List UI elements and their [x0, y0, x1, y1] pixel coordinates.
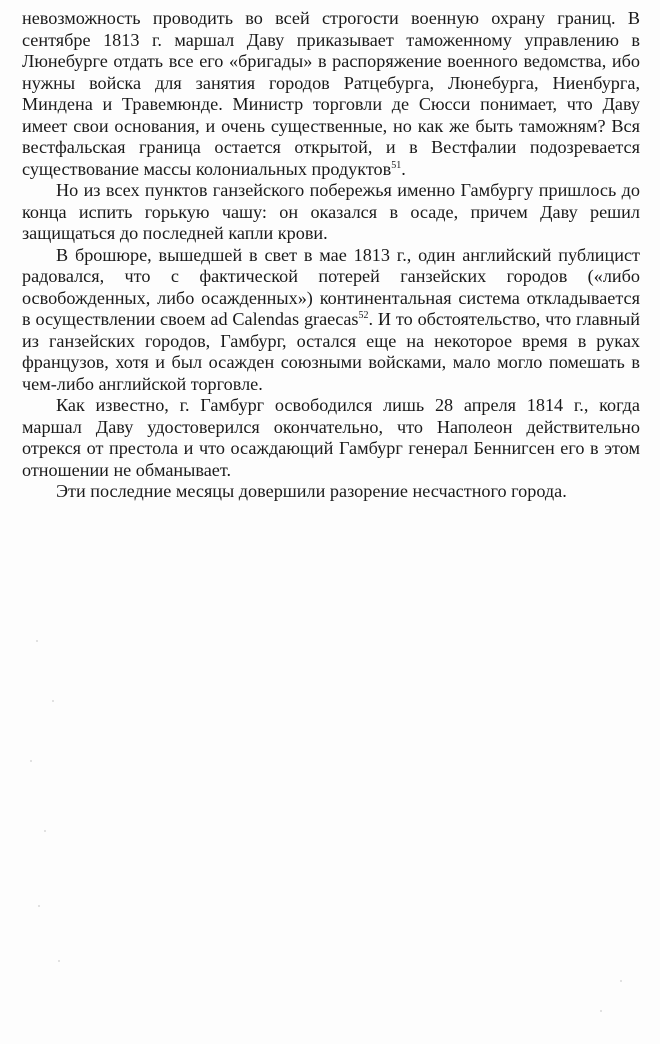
paragraph-text-end: . — [401, 158, 406, 179]
scan-speck — [38, 905, 40, 907]
paragraph-text: Но из всех пунктов ганзейского побережья именно Гамбургу пришлось до конца испить горькую чашу: он оказался в осаде, причем Даву решил защищаться до последней капли крови. — [22, 180, 640, 243]
paragraph-hamburg-siege — [22, 180, 640, 245]
paragraph-final — [22, 481, 640, 503]
paragraph-text: Как известно, г. Гамбург освободился лишь 28 апреля 1814 г., когда маршал Даву удостоверился окончательно, что Наполеон действительно отрекся от престола и что осаждающий Гамбург генерал Беннигсен его в этом отношении не обманывает. — [22, 395, 640, 480]
scan-speck — [36, 640, 38, 642]
paragraph-continuation — [22, 8, 640, 180]
paragraph-brochure — [22, 245, 640, 396]
scan-speck — [52, 700, 54, 702]
body-text — [22, 8, 640, 503]
footnote-ref-51: 51 — [391, 159, 402, 171]
footnote-ref-52: 52 — [358, 309, 369, 321]
scan-speck — [44, 830, 46, 832]
scan-speck — [58, 960, 60, 962]
scan-speck — [600, 1010, 602, 1012]
scan-speck — [30, 760, 32, 762]
paragraph-text: В брошюре, вышедшей в свет в мае 1813 г., один английский публицист радовался, что с фактической потерей ганзейских городов («либо освобожденных, либо осажденных») континентальная система откладывается в осуществлении своем ad Calendas graecas — [22, 244, 640, 329]
paragraph-text-end: . И то обстоятельство, что главный из ганзейских городов, Гамбург, остался еще на некоторое время в руках французов, хотя и был осажден союзными войсками, мало могло помешать в чем-либо английской торговле. — [22, 309, 640, 394]
paragraph-liberation — [22, 395, 640, 481]
paragraph-text: невозможность проводить во всей строгости военную охрану границ. В сентябре 1813 г. маршал Даву приказывает таможенному управлению в Люнебурге отдать все его «бригады» в распоряжение военного ведомства, ибо нужны войска для занятия городов Ратцебурга, Люнебурга, Ниенбурга, Миндена и Травемюнде. Министр торговли де Сюсси понимает, что Даву имеет свои основания, и очень существенные, но как же быть таможням? Вся вестфальская граница остается открытой, и в Вестфалии подозревается существование массы колониальных продуктов — [22, 8, 640, 179]
paragraph-text: Эти последние месяцы довершили разорение несчастного города. — [56, 481, 567, 501]
scan-speck — [620, 980, 622, 982]
